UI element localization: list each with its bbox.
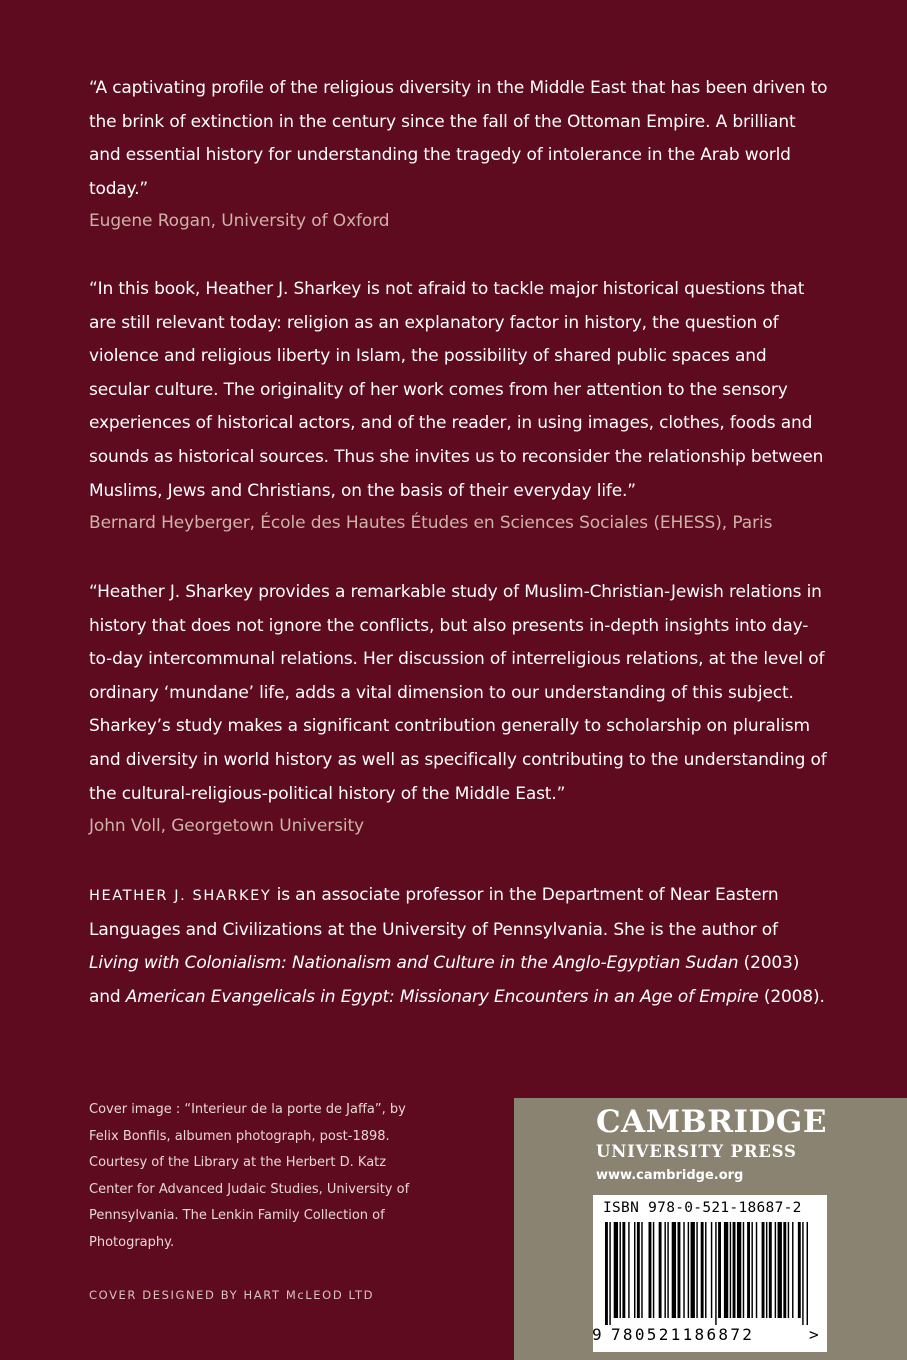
- barcode-end-mark: >: [809, 1325, 821, 1344]
- barcode-bar: [637, 1222, 640, 1318]
- barcode-bar: [672, 1222, 676, 1318]
- barcode-bar: [775, 1222, 776, 1318]
- attribution-rogan: Eugene Rogan, University of Oxford: [89, 211, 390, 231]
- quote-rogan: “A captivating profile of the religious diversity in the Middle East that has been driven to the brink of extinction in the century since the fall of the Ottoman Empire. A brilliant and essential history for understanding the tragedy of intolerance in the Arab world today.”: [89, 78, 828, 199]
- barcode-bar: [807, 1222, 808, 1325]
- book-title-1: Living with Colonialism: Nationalism and Culture in the Anglo-Egyptian Sudan: [89, 953, 739, 974]
- barcode-bar: [659, 1222, 662, 1318]
- barcode-bar: [691, 1222, 695, 1318]
- barcode-bar: [724, 1222, 728, 1318]
- quote-heyberger: “In this book, Heather J. Sharkey is not afraid to tackle major historical questions that are still relevant today: religion as an explanatory factor in history, the question of violence and religious liberty in Islam, the possibility of shared public spaces and secular culture. The originality of her work comes from her attention to the sensory experiences of historical actors, and of the reader, in using images, clothes, foods and sounds as historical sources. Thus she invites us to reconsider the relationship between Muslims, Jews and Christians, on the basis of their everyday life.”: [89, 279, 824, 501]
- barcode-bar: [641, 1222, 642, 1318]
- barcode-bar: [778, 1222, 782, 1318]
- barcode-bar: [802, 1222, 803, 1325]
- barcode-bar: [609, 1222, 610, 1325]
- barcode-bar: [628, 1222, 629, 1318]
- book-title-2: American Evangelicals in Egypt: Missionary Encounters in an Age of Empire: [125, 986, 759, 1007]
- cover-image-credit: Cover image : “Interieur de la porte de Jaffa”, by Felix Bonfils, albumen photograph, post-1898. Courtesy of the Library at the Herbert D. Katz Center for Advanced Judaic Studies, University of Pennsylvania. The Lenkin Family Collection of Photography.: [89, 1102, 410, 1250]
- barcode-bar: [664, 1222, 665, 1318]
- barcode-number: 780521186872: [611, 1325, 755, 1344]
- barcode: [593, 1195, 827, 1352]
- attribution-voll: John Voll, Georgetown University: [89, 816, 365, 836]
- bio-text-2: (2003) and: [89, 953, 800, 1007]
- barcode-bar: [788, 1222, 789, 1318]
- barcode-bar: [705, 1222, 706, 1318]
- barcode-bar: [766, 1222, 767, 1318]
- barcode-bar: [667, 1222, 668, 1318]
- barcode-bar: [756, 1222, 757, 1318]
- barcode-bar: [653, 1222, 654, 1318]
- barcode-bar: [683, 1222, 684, 1318]
- barcode-bar: [743, 1222, 744, 1318]
- barcode-bar: [678, 1222, 681, 1318]
- publisher-name: CAMBRIDGE: [596, 1104, 827, 1140]
- barcode-bar: [798, 1222, 801, 1318]
- barcode-bar: [783, 1222, 786, 1318]
- barcode-bar: [751, 1222, 752, 1318]
- publisher-panel: [514, 1098, 907, 1360]
- barcode-bar: [762, 1222, 765, 1318]
- barcode-bar: [649, 1222, 652, 1318]
- barcode-first-digit: 9: [592, 1325, 604, 1344]
- barcode-bar: [715, 1222, 716, 1325]
- barcode-bar: [614, 1222, 618, 1318]
- barcode-bar: [605, 1222, 608, 1325]
- bio-text-3: (2008).: [758, 986, 825, 1007]
- isbn-label: ISBN 978-0-521-18687-2: [603, 1200, 802, 1216]
- cover-designer-credit: COVER DESIGNED BY HART McLEOD LTD: [89, 1288, 375, 1302]
- barcode-bar: [737, 1222, 741, 1318]
- barcode-bar: [792, 1222, 793, 1318]
- barcode-bar: [769, 1222, 772, 1318]
- barcode-bar: [688, 1222, 689, 1318]
- barcode-bar: [711, 1222, 712, 1318]
- barcode-bar: [718, 1222, 721, 1318]
- barcode-bar: [730, 1222, 731, 1318]
- barcode-bar: [622, 1222, 625, 1318]
- barcode-bar: [701, 1222, 704, 1318]
- barcode-bar: [634, 1222, 635, 1318]
- author-name: HEATHER J. SHARKEY: [89, 888, 272, 904]
- quote-voll: “Heather J. Sharkey provides a remarkable study of Muslim-Christian-Jewish relations in history that does not ignore the conflicts, but also presents in-depth insights into day-to-day intercommunal relations. Her discussion of interreligious relations, at the level of ordinary ‘mundane’ life, adds a vital dimension to our understanding of this subject. Sharkey’s study makes a significant contribution generally to scholarship on pluralism and diversity in world history as well as specifically contributing to the understanding of the cultural-religious-political history of the Middle East.”: [89, 582, 827, 804]
- barcode-bars: [601, 1222, 819, 1325]
- barcode-bar: [696, 1222, 697, 1318]
- bio-text-1: is an associate professor in the Department of Near Eastern Languages and Civilizations at the University of Pennsylvania. She is the author of: [89, 885, 779, 940]
- barcode-bar: [620, 1222, 621, 1318]
- author-bio: [89, 879, 829, 1014]
- attribution-heyberger: Bernard Heyberger, École des Hautes Études en Sciences Sociales (EHESS), Paris: [89, 513, 773, 533]
- barcode-bar: [747, 1222, 750, 1318]
- publisher-url: www.cambridge.org: [596, 1168, 744, 1183]
- barcode-bar: [733, 1222, 736, 1318]
- publisher-press-label: UNIVERSITY PRESS: [596, 1142, 797, 1161]
